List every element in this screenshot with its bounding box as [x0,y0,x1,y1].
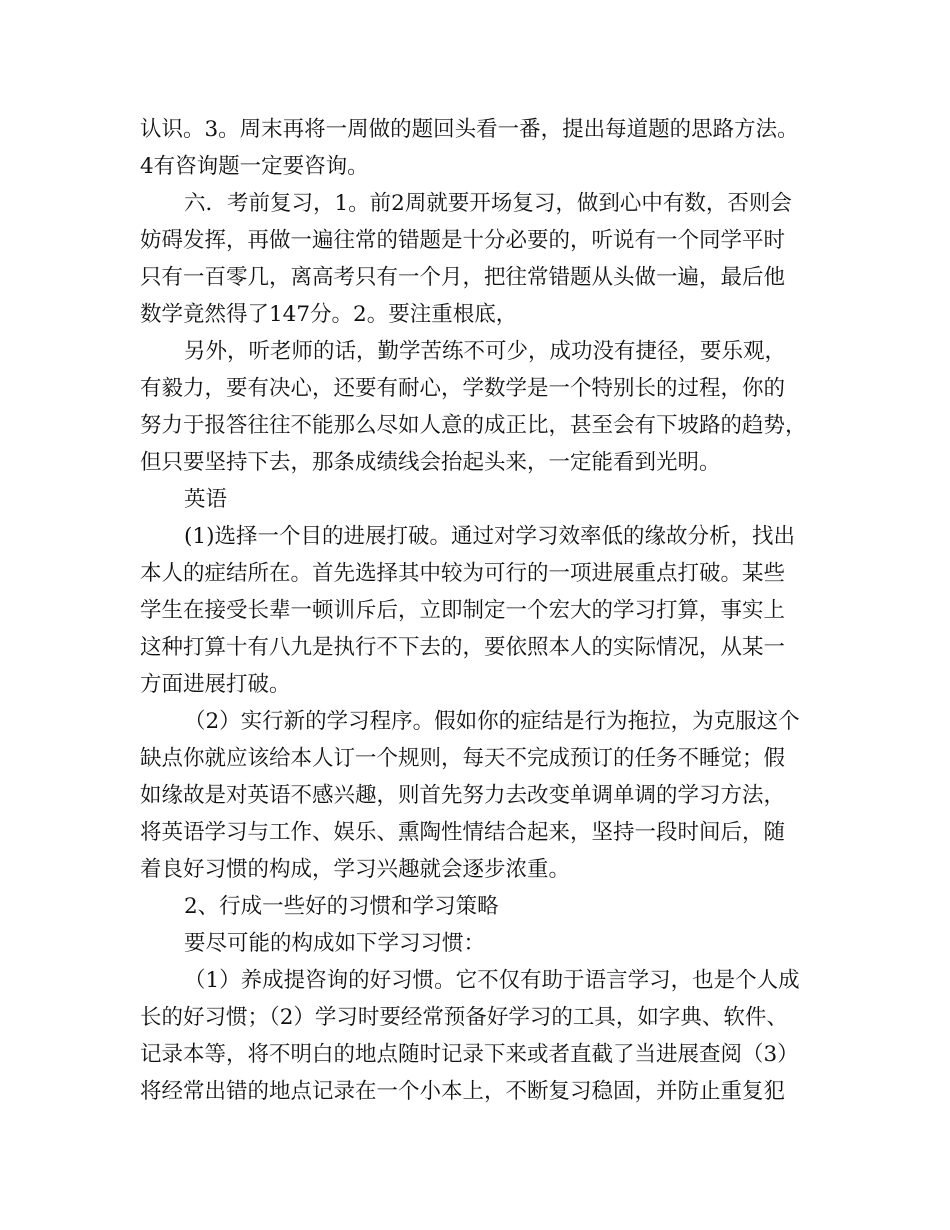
text-line: 妨碍发挥，再做一遍往常的错题是十分必要的，听说有一个同学平时 [140,228,786,253]
text-line: 长的好习惯；（2）学习时要经常预备好学习的工具，如字典、软件、 [140,1005,788,1030]
text-line: 有毅力，要有决心，还要有耐心，学数学是一个特别长的过程，你的 [140,376,786,401]
text-line: 记录本等，将不明白的地点随时记录下来或者直截了当进展查阅（3） [140,1042,799,1067]
text-line: 4有咨询题一定要咨询。 [140,154,369,179]
text-line: 缺点你就应该给本人订一个规则，每天不完成预订的任务不睡觉；假 [140,746,786,771]
text-line: 要尽可能的构成如下学习习惯： [184,931,486,956]
text-line: (1)选择一个目的进展打破。通过对学习效率低的缘故分析，找出 [184,524,795,549]
text-line: 认识。3。周末再将一周做的题回头看一番，提出每道题的思路方法。 [140,117,799,142]
text-line: 学生在接受长辈一顿训斥后，立即制定一个宏大的学习打算，事实上 [140,598,786,623]
text-line: 另外，听老师的话，勤学苦练不可少，成功没有捷径，要乐观， [184,339,787,364]
text-line: 将英语学习与工作、娱乐、熏陶性情结合起来，坚持一段时间后，随 [140,820,786,845]
text-line: 但只要坚持下去，那条成绩线会抬起头来，一定能看到光明。 [140,450,721,475]
text-line: 努力于报答往往不能那么尽如人意的成正比，甚至会有下坡路的趋势， [140,413,807,438]
text-line: 着良好习惯的构成，学习兴趣就会逐步浓重。 [140,857,571,882]
text-line: 本人的症结所在。首先选择其中较为可行的一项进展重点打破。某些 [140,561,786,586]
text-line: 2、行成一些好的习惯和学习策略 [184,894,499,919]
text-line: 方面进展打破。 [140,672,291,697]
text-line: 如缘故是对英语不感兴趣，则首先努力去改变单调单调的学习方法， [140,783,786,808]
text-line: 只有一百零几，离高考只有一个月，把往常错题从头做一遍，最后他 [140,265,786,290]
section-heading: 英语 [184,487,228,512]
text-line: 六．考前复习，1。前2周就要开场复习，做到心中有数，否则会 [184,191,792,216]
text-line: 这种打算十有八九是执行不下去的，要依照本人的实际情况，从某一 [140,635,786,660]
text-line: （2）实行新的学习程序。假如你的症结是行为拖拉，为克服这个 [184,709,800,734]
text-line: （1）养成提咨询的好习惯。它不仅有助于语言学习，也是个人成 [184,968,800,993]
text-line: 数学竟然得了147分。2。要注重根底， [140,302,518,327]
text-line: 将经常出错的地点记录在一个小本上，不断复习稳固，并防止重复犯 [140,1079,786,1104]
